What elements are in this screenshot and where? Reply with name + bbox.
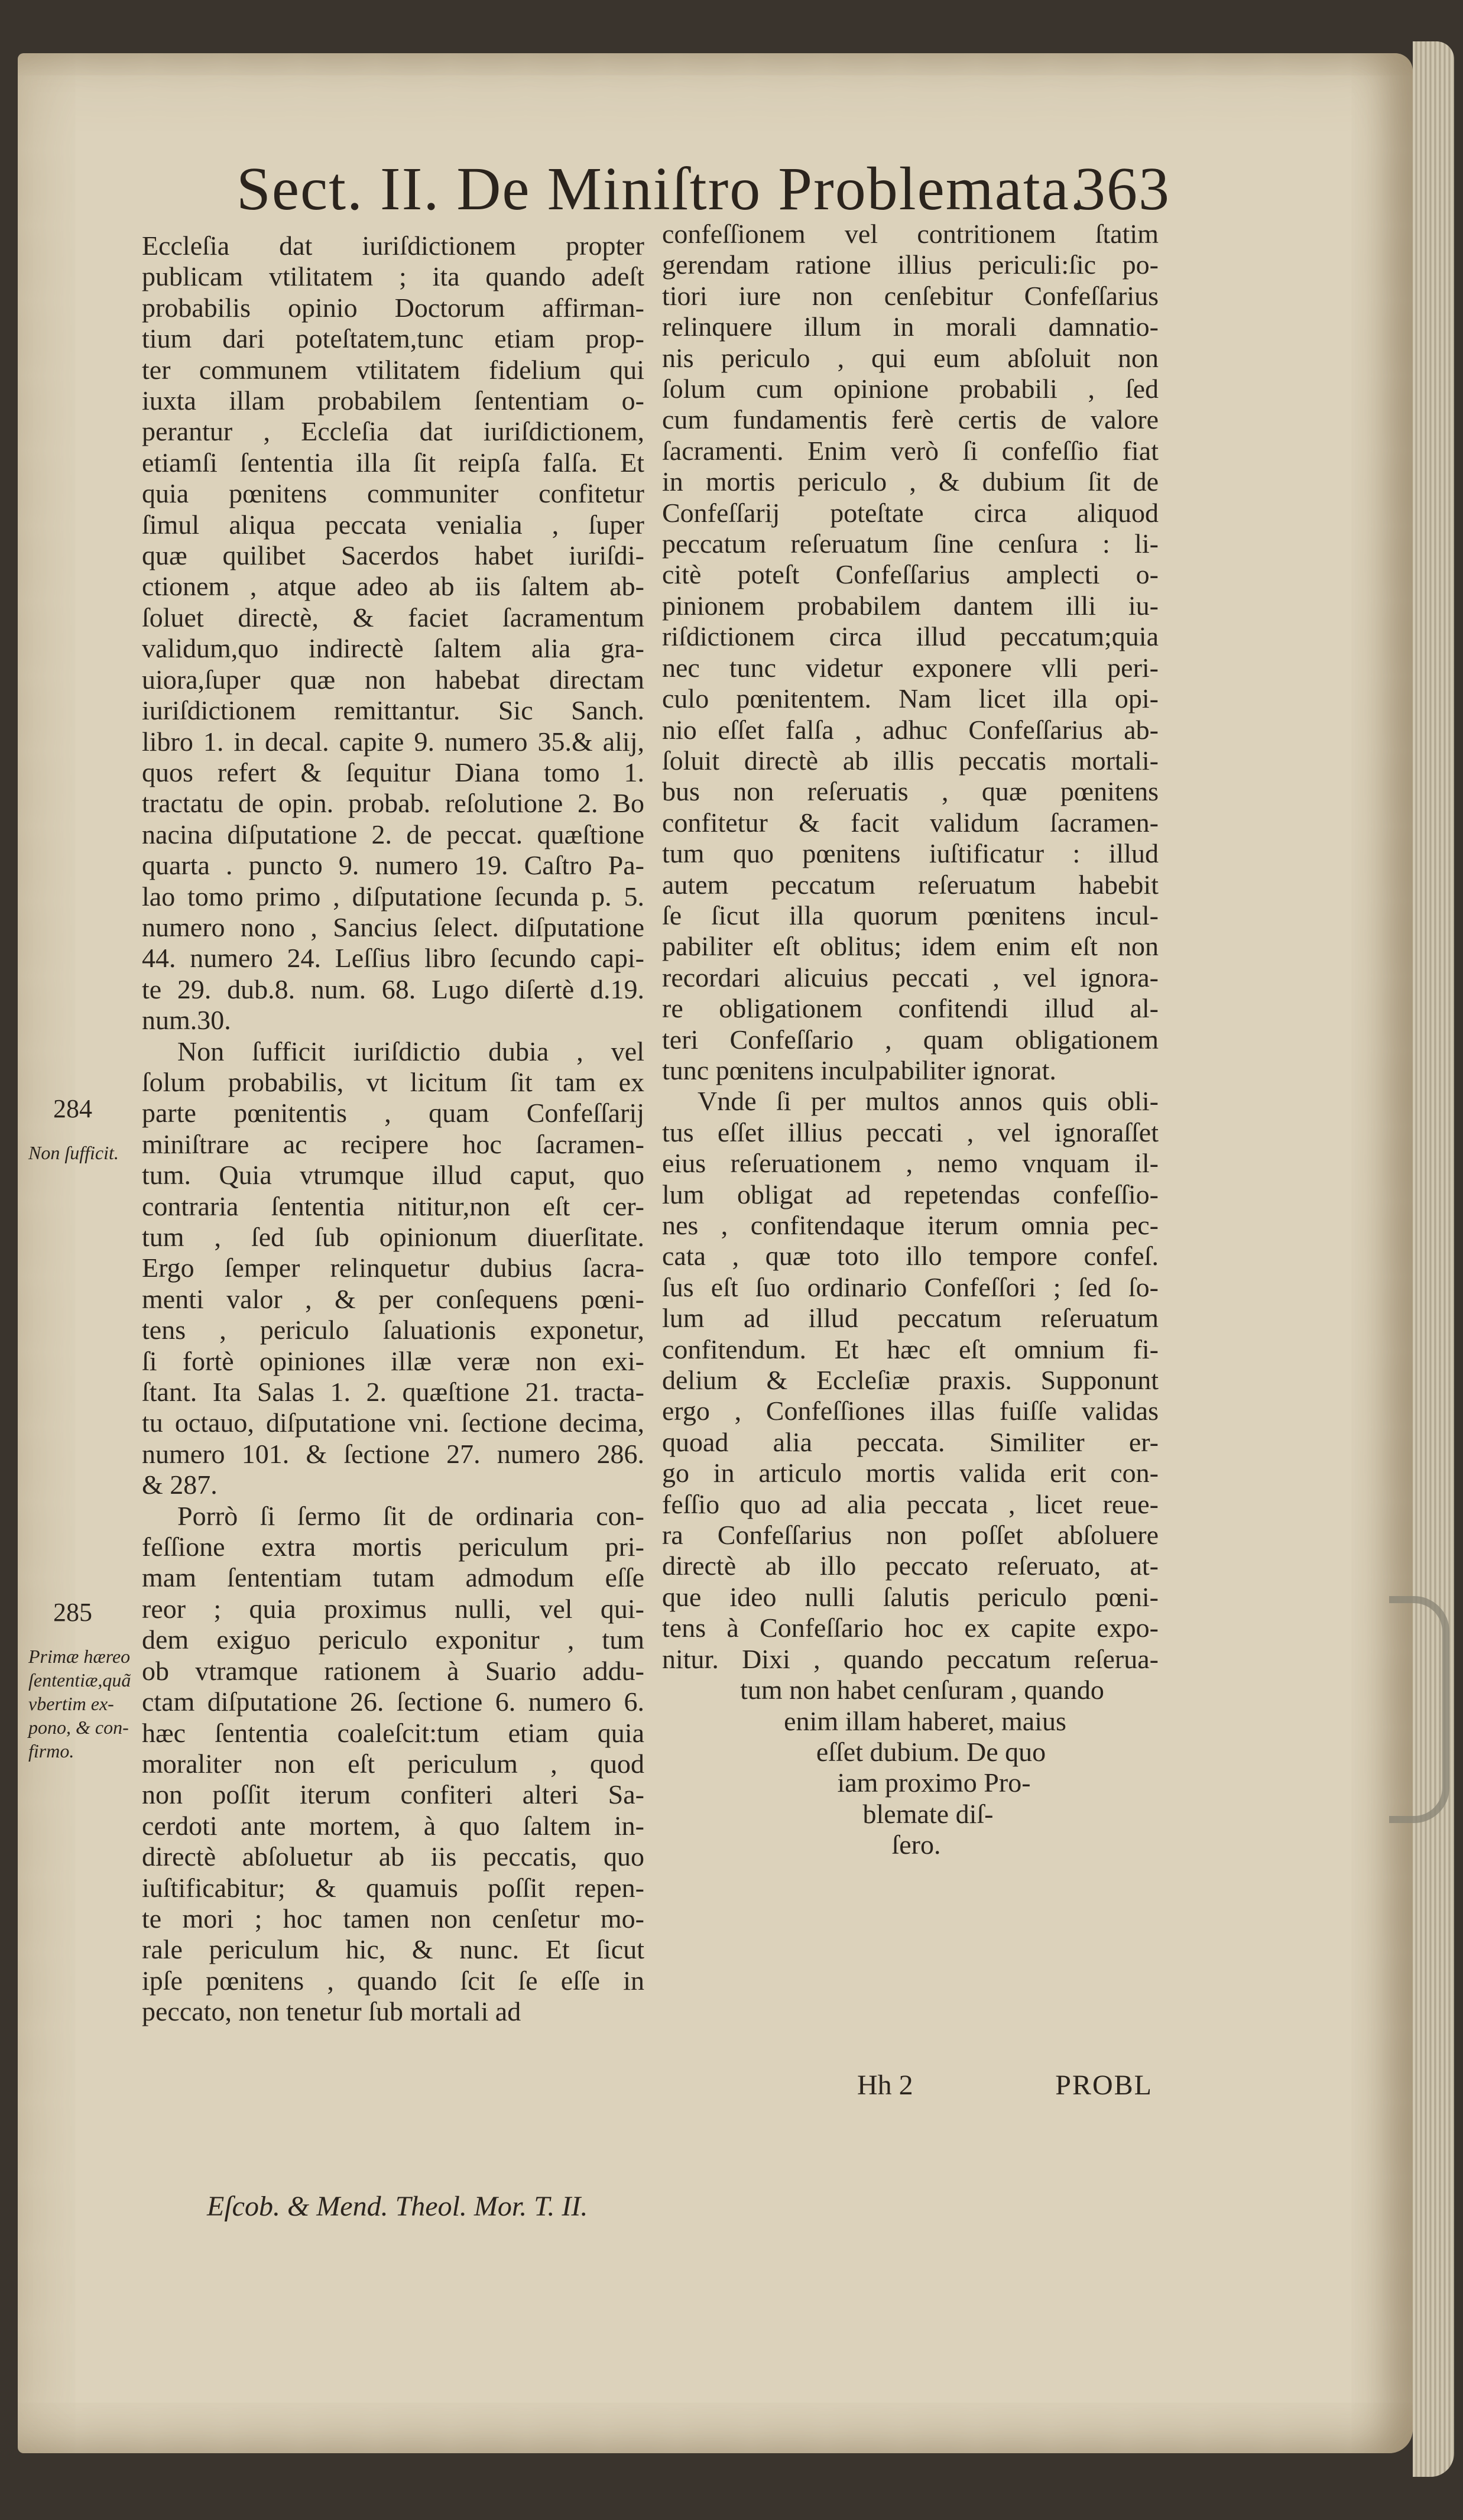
text-line: eius reſeruationem , nemo vnquam il- xyxy=(662,1148,1159,1179)
text-line: & 287. xyxy=(142,1470,218,1500)
text-line: pinionem probabilem dantem illi iu- xyxy=(662,590,1159,621)
text-line: lum obligat ad repetendas confeſſio- xyxy=(662,1179,1159,1209)
text-line: tractatu de opin. probab. reſolutione 2. Bo xyxy=(142,788,644,819)
left-column xyxy=(142,231,644,2028)
show-through-ink xyxy=(1176,615,1271,638)
text-line: in mortis periculo , & dubium ſit de xyxy=(662,466,1159,497)
text-line: menti valor , & per conſequens pœni- xyxy=(142,1283,644,1314)
text-line: Porrò ſi ſermo ſit de ordinaria con- xyxy=(177,1500,644,1531)
text-line: numero 101. & ſectione 27. numero 286. xyxy=(142,1438,644,1469)
text-line: num.30. xyxy=(142,1005,231,1036)
text-line: enim illam haberet, maius xyxy=(784,1705,1066,1736)
text-line: hæc ſententia coaleſcit:tum etiam quia xyxy=(142,1717,644,1748)
text-line: Non ſufficit iuriſdictio dubia , vel xyxy=(177,1036,644,1066)
text-line: etiamſi ſententia illa ſit reipſa falſa. Et xyxy=(142,447,644,478)
margin-note-line: vbertim ex- xyxy=(28,1693,114,1714)
text-line: probabilis opinio Doctorum affirman- xyxy=(142,292,644,323)
text-line: riſdictionem circa illud peccatum;quia xyxy=(662,621,1159,652)
text-line: nio eſſet falſa , adhuc Confeſſarius ab- xyxy=(662,714,1159,745)
margin-note-line: Primæ hæreo xyxy=(28,1646,131,1667)
text-line: cata , quæ toto illo tempore confeſ. xyxy=(662,1241,1159,1272)
text-line: cum fundamentis ferè certis de valore xyxy=(662,404,1159,435)
text-line: tum , ſed ſub opinionum diuerſitate. xyxy=(142,1222,644,1252)
text-line: lum ad illud peccatum reſeruatum xyxy=(662,1303,1159,1334)
margin-note-line: pono, & con- xyxy=(28,1717,129,1738)
text-line: ſoluit directè ab illis peccatis mortali- xyxy=(662,745,1159,776)
text-line: tum non habet cenſuram , quando xyxy=(740,1675,1104,1705)
text-line: ctionem , atque adeo ab iis ſaltem ab- xyxy=(142,571,644,602)
text-line: ra Confeſſarius non poſſet abſoluere xyxy=(662,1520,1159,1551)
text-line: re obligationem confitendi illud al- xyxy=(662,993,1159,1024)
text-line: quoad alia peccata. Similiter er- xyxy=(662,1426,1159,1457)
signature-mark: Hh 2 xyxy=(857,2070,913,2101)
margin-number-285: 285 xyxy=(53,1598,92,1627)
text-line: ipſe pœnitens , quando ſcit ſe eſſe in xyxy=(142,1965,644,1996)
text-line: non poſſit iterum confiteri alteri Sa- xyxy=(142,1779,644,1810)
text-line: contraria ſententia nititur,non eſt cer- xyxy=(142,1191,644,1221)
text-line: moraliter non eſt periculum , quod xyxy=(142,1748,644,1779)
text-line: lao tomo primo , diſputatione ſecunda p. 5. xyxy=(142,881,644,912)
text-line: culo pœnitentem. Nam licet illa opi- xyxy=(662,683,1159,714)
text-line: autem peccatum reſeruatum habebit xyxy=(662,869,1159,900)
text-line: quarta . puncto 9. numero 19. Caſtro Pa- xyxy=(142,850,644,881)
text-line: tens à Confeſſario hoc ex capite expo- xyxy=(662,1613,1159,1643)
text-line: nis periculo , qui eum abſoluit non xyxy=(662,342,1159,373)
text-line: numero nono , Sancius ſelect. diſputatione xyxy=(142,912,644,942)
text-line: directè abſoluetur ab iis peccatis, quo xyxy=(142,1841,644,1872)
text-line: eſſet dubium. De quo xyxy=(816,1736,1046,1767)
margin-note-line: firmo. xyxy=(28,1740,74,1762)
text-line: reor ; quia proximus nulli, vel qui- xyxy=(142,1593,644,1624)
text-line: nacina diſputatione 2. de peccat. quæſtione xyxy=(142,819,644,849)
text-line: publicam vtilitatem ; ita quando adeſt xyxy=(142,261,644,292)
text-line: ergo , Confeſſiones illas fuiſſe validas xyxy=(662,1396,1159,1426)
text-line: te 29. dub.8. num. 68. Lugo diſertè d.19. xyxy=(142,974,644,1004)
text-line: Ergo ſemper relinquetur dubius ſacra- xyxy=(142,1253,644,1283)
text-line: que ideo nulli ſalutis periculo pœni- xyxy=(662,1581,1159,1612)
text-line: mam ſententiam tutam admodum eſſe xyxy=(142,1562,644,1593)
text-line: relinquere illum in morali damnatio- xyxy=(662,312,1159,342)
text-line: confitendum. Et hæc eſt omnium fi- xyxy=(662,1334,1159,1364)
text-line: ſoluet directè, & faciet ſacramentum xyxy=(142,602,644,633)
page-number: 363 xyxy=(1075,155,1170,223)
right-column xyxy=(662,219,1159,1861)
footer-signature: Eſcob. & Mend. Theol. Mor. T. II. xyxy=(207,2191,588,2222)
text-line: rale periculum hic, & nunc. Et ſicut xyxy=(142,1934,644,1965)
margin-number-284: 284 xyxy=(53,1094,92,1123)
text-line: directè ab illo peccato reſeruato, at- xyxy=(662,1551,1159,1581)
text-line: peccatum reſeruatum ſine cenſura : li- xyxy=(662,528,1159,559)
text-line: Vnde ſi per multos annos quis obli- xyxy=(698,1086,1159,1117)
text-line: ſi fortè opiniones illæ veræ non exi- xyxy=(142,1345,644,1376)
text-line: tum quo pœnitens iuſtificatur : illud xyxy=(662,838,1159,869)
text-line: ter communem vtilitatem fidelium qui xyxy=(142,354,644,385)
text-line: tum. Quia vtrumque illud caput, quo xyxy=(142,1160,644,1191)
text-line: dem exiguo periculo exponitur , tum xyxy=(142,1624,644,1655)
text-line: tunc pœnitens inculpabiliter ignorat. xyxy=(662,1055,1056,1085)
text-line: ſtant. Ita Salas 1. 2. quæſtione 21. tracta- xyxy=(142,1377,644,1407)
text-line: bus non reſeruatis , quæ pœnitens xyxy=(662,776,1159,807)
margin-note-284: Non ſufficit. xyxy=(28,1142,119,1163)
text-line: libro 1. in decal. capite 9. numero 35.& alij, xyxy=(142,726,644,757)
text-line: uiora,ſuper quæ non habebat directam xyxy=(142,664,644,695)
text-line: te mori ; hoc tamen non cenſetur mo- xyxy=(142,1903,644,1934)
text-line: tens , periculo ſaluationis exponetur, xyxy=(142,1315,644,1345)
text-line: ctam diſputatione 26. ſectione 6. numero 6. xyxy=(142,1687,644,1717)
text-line: ob vtramque rationem à Suario addu- xyxy=(142,1655,644,1686)
text-line: validum,quo indirectè ſaltem alia gra- xyxy=(142,633,644,664)
running-head-title: Sect. II. De Miniſtro Problemata. xyxy=(236,155,1086,223)
margin-note-285 xyxy=(28,1645,153,1763)
text-line: quæ quilibet Sacerdos habet iuriſdi- xyxy=(142,540,644,571)
text-line: miniſtrare ac recipere hoc ſacramen- xyxy=(142,1128,644,1159)
text-line: recordari alicuius peccati , vel ignora- xyxy=(662,962,1159,993)
text-line: go in articulo mortis valida erit con- xyxy=(662,1458,1159,1488)
text-line: feſſio quo ad alia peccata , licet reue- xyxy=(662,1488,1159,1519)
text-line: quia pœnitens communiter confitetur xyxy=(142,478,644,509)
text-line: confitetur & facit validum ſacramen- xyxy=(662,807,1159,838)
text-line: quos refert & ſequitur Diana tomo 1. xyxy=(142,757,644,787)
text-line: teri Confeſſario , quam obligationem xyxy=(662,1024,1159,1055)
text-line: 44. numero 24. Leſſius libro ſecundo capi- xyxy=(142,943,644,974)
text-line: ſe ſicut illa quorum pœnitens incul- xyxy=(662,900,1159,930)
text-line: Confeſſarij poteſtate circa aliquod xyxy=(662,497,1159,528)
text-line: cerdoti ante mortem, à quo ſaltem in- xyxy=(142,1810,644,1841)
catchword: PROBL xyxy=(1055,2070,1153,2101)
margin-note-line: ſententiæ,quã xyxy=(28,1669,131,1691)
text-line: confeſſionem vel contritionem ſtatim xyxy=(662,219,1159,249)
text-line: iuſtificabitur; & quamuis poſſit repen- xyxy=(142,1872,644,1903)
text-line: ſus eſt ſuo ordinario Confeſſori ; ſed ſo- xyxy=(662,1272,1159,1302)
text-line: tium dari poteſtatem,tunc etiam prop- xyxy=(142,323,644,354)
text-line: pabiliter eſt oblitus; idem enim eſt non xyxy=(662,931,1159,962)
text-line: peccato, non tenetur ſub mortali ad xyxy=(142,1996,521,2027)
text-line: feſſione extra mortis periculum pri- xyxy=(142,1532,644,1562)
text-line: delium & Eccleſiæ praxis. Supponunt xyxy=(662,1365,1159,1396)
text-line: nes , confitendaque iterum omnia pec- xyxy=(662,1210,1159,1240)
text-line: iam proximo Pro- xyxy=(837,1767,1031,1798)
text-line: ſolum cum opinione probabili , ſed xyxy=(662,374,1159,404)
text-line: citè poteſt Confeſſarius amplecti o- xyxy=(662,559,1159,590)
page-clip xyxy=(1389,1596,1449,1823)
text-line: nec tunc videtur exponere vlli peri- xyxy=(662,652,1159,683)
text-line: blemate diſ- xyxy=(862,1798,994,1829)
text-line: ſero. xyxy=(891,1830,941,1860)
text-line: gerendam ratione illius periculi:ſic po- xyxy=(662,249,1159,280)
text-line: ſacramenti. Enim verò ſi confeſſio fiat xyxy=(662,435,1159,466)
text-line: parte pœnitentis , quam Confeſſarij xyxy=(142,1098,644,1128)
text-line: iuxta illam probabilem ſententiam o- xyxy=(142,385,644,416)
text-line: perantur , Eccleſia dat iuriſdictionem, xyxy=(142,416,644,447)
page-edges xyxy=(1413,41,1454,2477)
text-line: tiori iure non cenſebitur Confeſſarius xyxy=(662,280,1159,311)
text-line: iuriſdictionem remittantur. Sic Sanch. xyxy=(142,695,644,726)
text-line: Eccleſia dat iuriſdictionem propter xyxy=(142,231,644,261)
text-line: tu octauo, diſputatione vni. ſectione decima, xyxy=(142,1407,644,1438)
text-line: nitur. Dixi , quando peccatum reſerua- xyxy=(662,1643,1159,1674)
text-line: tus eſſet illius peccati , vel ignoraſſet xyxy=(662,1117,1159,1147)
text-line: ſimul aliqua peccata venialia , ſuper xyxy=(142,509,644,540)
text-line: ſolum probabilis, vt licitum ſit tam ex xyxy=(142,1066,644,1097)
